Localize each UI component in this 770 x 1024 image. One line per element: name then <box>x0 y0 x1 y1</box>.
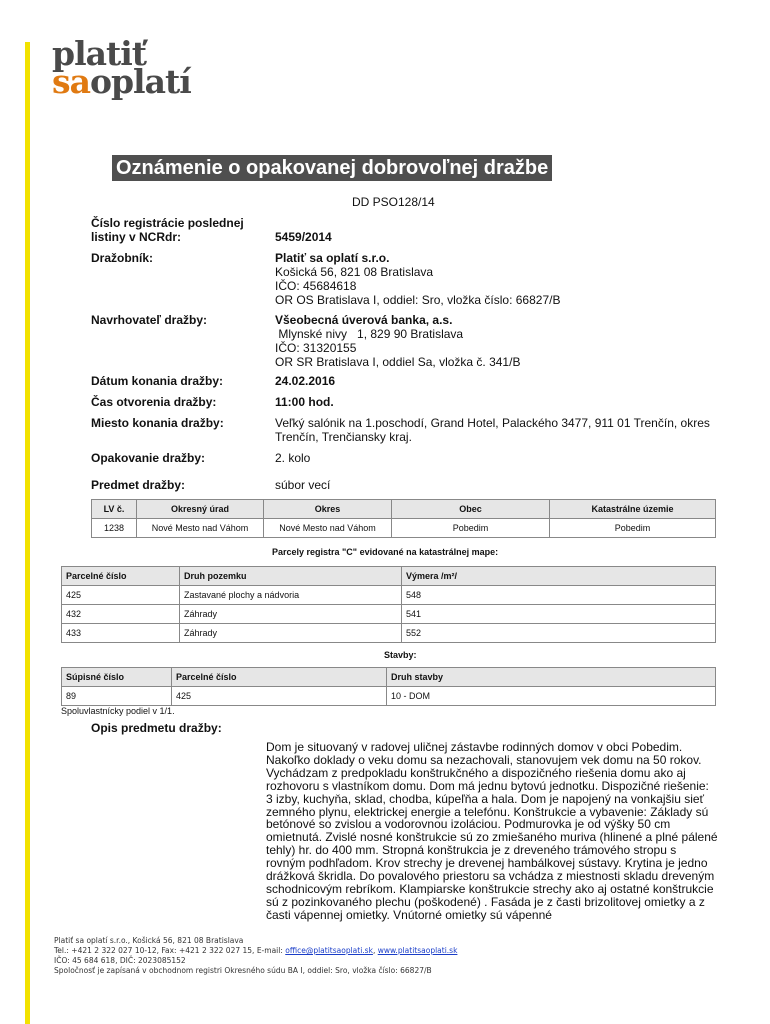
logo-line2 <box>52 62 191 101</box>
proposer-label: Navrhovateľ dražby: <box>91 313 207 327</box>
description-label: Opis predmetu dražby: <box>91 721 222 735</box>
table-cell: 552 <box>402 624 716 643</box>
table-row <box>62 624 716 643</box>
building-type-header: Druh stavby <box>387 668 716 687</box>
place-label: Miesto konania dražby: <box>91 416 224 430</box>
parcel-number-header: Parcelné číslo <box>62 567 180 586</box>
description-text: Dom je situovaný v radovej uličnej zástavbe rodinných domov v obci Pobedim. Nakoľko doklady o veku domu sa nezachovali, stanovujem vek domu na 50 rokov. Vychádzam z predpokladu konštrukčného a dispozičného riešenia domu ako aj rozhovoru s vlastníkom domu. Dom má jednu bytovú jednotku. Dispozičné riešenie: 3 izby, kuchyňa, sklad, chodba, kúpeľňa a hala. Dom je napojený na vonkajšiu sieť zemného plynu, elektrickej energie a telefónu. Konštrukcie a vybavenie: Základy sú betónové so zvislou a vodorovnou izoláciou. Podmurovka je od výšky 50 cm omietnutá. Zvislé nosné konštrukcie sú zo zmiešaného muriva (hlinené a plné pálené tehly) hr. do 400 mm. Stropná konštrukcia je z dreveného trámového stropu s rovným podhľadom. Krov strechy je drevenej hambálkovej sústavy. Krytina je jedno drážková škridla. Do povalového priestoru sa vchádza z miestnosti skladu dreveným schodnicovým rebríkom. Klampiarske konštrukcie strechy ako aj ostatné konštrukcie sú z pozinkovaného plechu (poškodené) . Fasáda je z časti brizolitovej omietky a z časti vápennej omietky. Vnútorné omietky sú vápenné <box>266 740 718 922</box>
table-cell: Záhrady <box>180 624 402 643</box>
registration-label: Číslo registrácie poslednej listiny v NCRdr: <box>91 216 244 244</box>
table-cell: 432 <box>62 605 180 624</box>
table-cell: 10 - DOM <box>387 687 716 706</box>
share-note: Spoluvlastnícky podiel v 1/1. <box>61 706 175 716</box>
footer-ids: IČO: 45 684 618, DIČ: 2023085152 <box>54 956 186 965</box>
repeat-label: Opakovanie dražby: <box>91 451 206 465</box>
date-label: Dátum konania dražby: <box>91 374 224 388</box>
repeat-value: 2. kolo <box>275 451 311 465</box>
table-cell: 89 <box>62 687 172 706</box>
parcels-table <box>61 566 716 643</box>
parcels-caption: Parcely registra "C" evidované na katastrálnej mape: <box>272 547 499 557</box>
table-cell: 1238 <box>92 519 137 538</box>
footer-email-link[interactable]: office@platitsaoplati.sk <box>285 946 373 955</box>
lv-table <box>91 499 716 538</box>
time-label: Čas otvorenia dražby: <box>91 395 217 409</box>
proposer-register: OR SR Bratislava I, oddiel Sa, vložka č. 341/B <box>275 355 521 369</box>
proposer-ico: IČO: 31320155 <box>275 341 357 355</box>
auctioneer-label: Dražobník: <box>91 251 154 265</box>
table-cell: 541 <box>402 605 716 624</box>
table-cell: Nové Mesto nad Váhom <box>264 519 392 538</box>
buildings-caption: Stavby: <box>384 650 417 660</box>
table-header-row <box>92 500 716 519</box>
proposer-address: Mlynské nivy 1, 829 90 Bratislava <box>275 327 464 341</box>
auctioneer-register: OR OS Bratislava I, oddiel: Sro, vložka číslo: 66827/B <box>275 293 561 307</box>
table-cell: 548 <box>402 586 716 605</box>
logo-rest: oplatí <box>89 62 191 101</box>
table-cell: 425 <box>172 687 387 706</box>
table-row <box>62 586 716 605</box>
district-header: Okres <box>264 500 392 519</box>
footer-company: Platiť sa oplatí s.r.o., Košická 56, 821 08 Bratislava <box>54 936 244 945</box>
land-type-header: Druh pozemku <box>180 567 402 586</box>
table-row <box>62 605 716 624</box>
yellow-accent-bar <box>25 42 30 1024</box>
footer-separator: , <box>372 946 378 955</box>
table-row <box>62 687 716 706</box>
auctioneer-name: Platiť sa oplatí s.r.o. <box>275 251 390 265</box>
company-logo <box>52 34 191 101</box>
cadastre-header: Katastrálne územie <box>550 500 716 519</box>
table-cell: Pobedim <box>550 519 716 538</box>
table-header-row <box>62 567 716 586</box>
subject-value: súbor vecí <box>275 478 331 492</box>
logo-line1: platiť <box>52 34 147 73</box>
lv-header: LV č. <box>92 500 137 519</box>
subject-label: Predmet dražby: <box>91 478 186 492</box>
footer-web-link[interactable]: www.platitsaoplati.sk <box>377 946 458 955</box>
table-cell: Zastavané plochy a nádvoria <box>180 586 402 605</box>
table-cell: 433 <box>62 624 180 643</box>
table-cell: Záhrady <box>180 605 402 624</box>
auctioneer-address: Košická 56, 821 08 Bratislava <box>275 265 434 279</box>
page-title: Oznámenie o opakovanej dobrovoľnej dražbe <box>112 155 552 181</box>
registration-value: 5459/2014 <box>275 230 332 244</box>
area-header: Výmera /m²/ <box>402 567 716 586</box>
footer <box>54 936 457 976</box>
reference-number: DD PSO128/14 <box>352 195 435 209</box>
inventory-number-header: Súpisné číslo <box>62 668 172 687</box>
auctioneer-value <box>275 251 735 307</box>
logo-accent: sa <box>52 62 90 101</box>
proposer-value <box>275 313 735 369</box>
parcel-number-header: Parcelné číslo <box>172 668 387 687</box>
buildings-table <box>61 667 716 706</box>
table-header-row <box>62 668 716 687</box>
date-value: 24.02.2016 <box>275 374 336 388</box>
footer-contact <box>54 946 457 956</box>
place-value: Veľký salónik na 1.poschodí, Grand Hotel, Palackého 3477, 911 01 Trenčín, okres Trenčín, Trenčiansky kraj. <box>275 416 710 444</box>
table-cell: Pobedim <box>392 519 550 538</box>
footer-phone: Tel.: +421 2 322 027 10-12, Fax: +421 2 322 027 15, E-mail: <box>54 946 286 955</box>
table-cell: 425 <box>62 586 180 605</box>
table-row <box>92 519 716 538</box>
proposer-name: Všeobecná úverová banka, a.s. <box>275 313 453 327</box>
district-office-header: Okresný úrad <box>137 500 264 519</box>
municipality-header: Obec <box>392 500 550 519</box>
auctioneer-ico: IČO: 45684618 <box>275 279 357 293</box>
time-value: 11:00 hod. <box>275 395 334 409</box>
table-cell: Nové Mesto nad Váhom <box>137 519 264 538</box>
footer-register: Spoločnosť je zapísaná v obchodnom registri Okresného súdu BA I, oddiel: Sro, vložka číslo: 66827/B <box>54 966 432 975</box>
